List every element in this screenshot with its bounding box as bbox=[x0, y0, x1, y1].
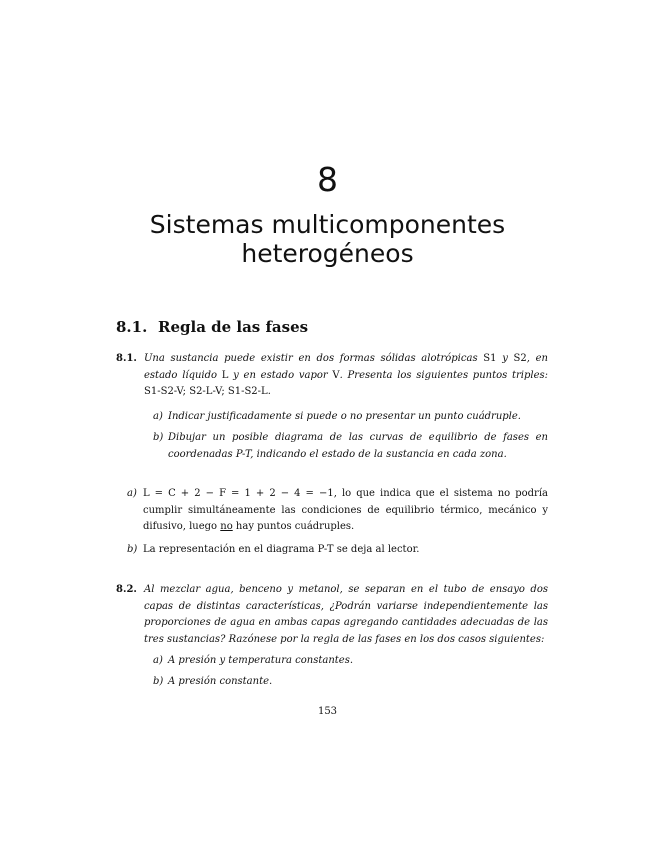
statement-part: . Presenta los siguientes puntos triples: bbox=[339, 369, 549, 381]
chapter-number: 8 bbox=[317, 160, 338, 199]
subquestion-text: A presión constante. bbox=[168, 676, 273, 687]
subquestion-b bbox=[153, 430, 548, 463]
subquestion-label: a) bbox=[153, 655, 163, 666]
problem-number: 8.1. bbox=[116, 353, 137, 364]
subquestion-a bbox=[153, 409, 548, 426]
page-number: 153 bbox=[317, 706, 338, 717]
statement-part: y bbox=[496, 353, 514, 364]
answer-text bbox=[143, 486, 548, 536]
problem-statement bbox=[144, 351, 548, 401]
problem-statement: Al mezclar agua, benceno y metanol, se separan en el tubo de ensayo dos capas de distintas características, ¿Podrán variarse independientemente las proporciones de agua en ambas capas agregando cantidades adecuadas de las tres sustancias? Razónese por la regla de las fases en los dos casos siguientes: bbox=[144, 584, 548, 645]
answer-a bbox=[127, 486, 548, 536]
subquestion-text: Dibujar un posible diagrama de las curvas de equilibrio de fases en coordenadas P-T, indicando el estado de la sustancia en cada zona. bbox=[168, 432, 548, 460]
phase-s1: S1 bbox=[483, 353, 497, 364]
phase-l: L bbox=[221, 369, 229, 381]
chapter-title bbox=[0, 210, 655, 268]
phase-v: V bbox=[332, 369, 340, 381]
subquestion-text: Indicar justificadamente si puede o no presentar un punto cuádruple. bbox=[168, 411, 521, 422]
subquestion-label: a) bbox=[153, 411, 163, 422]
answer-b bbox=[127, 542, 548, 559]
underlined-word: no bbox=[220, 521, 233, 532]
section-title: Regla de las fases bbox=[158, 318, 309, 336]
subquestion-b bbox=[153, 674, 548, 691]
subquestion-label: b) bbox=[153, 676, 164, 687]
section-number: 8.1. bbox=[116, 318, 148, 336]
section-heading bbox=[116, 318, 308, 336]
problem-8-1 bbox=[116, 351, 548, 401]
problem-8-2 bbox=[116, 582, 548, 648]
statement-part: y en estado vapor bbox=[228, 369, 333, 381]
statement-part: , en estado líquido bbox=[144, 353, 548, 381]
subquestion-text: A presión y temperatura constantes. bbox=[168, 655, 354, 666]
answer-part: L = C + 2 − F = 1 + 2 − 4 = −1, lo que indica que el sistema no podría cumplir simultáneamente las condiciones de equilibrio térmico, mecánico y difusivo, luego bbox=[143, 488, 548, 532]
chapter-title-line1: Sistemas multicomponentes bbox=[149, 210, 506, 239]
answer-part: hay puntos cuádruples. bbox=[232, 521, 355, 532]
phase-s2: S2 bbox=[513, 353, 527, 364]
chapter-title-line2: heterogéneos bbox=[241, 239, 414, 268]
statement-part: Una sustancia puede existir en dos formas sólidas alotrópicas bbox=[144, 353, 484, 364]
answer-label: a) bbox=[127, 488, 137, 499]
triple-points: S1-S2-V; S2-L-V; S1-S2-L. bbox=[144, 386, 271, 397]
subquestion-label: b) bbox=[153, 432, 164, 443]
problem-number: 8.2. bbox=[116, 584, 137, 595]
subquestion-a bbox=[153, 653, 548, 670]
answer-text: La representación en el diagrama P-T se deja al lector. bbox=[143, 544, 420, 555]
answer-label: b) bbox=[127, 544, 138, 555]
